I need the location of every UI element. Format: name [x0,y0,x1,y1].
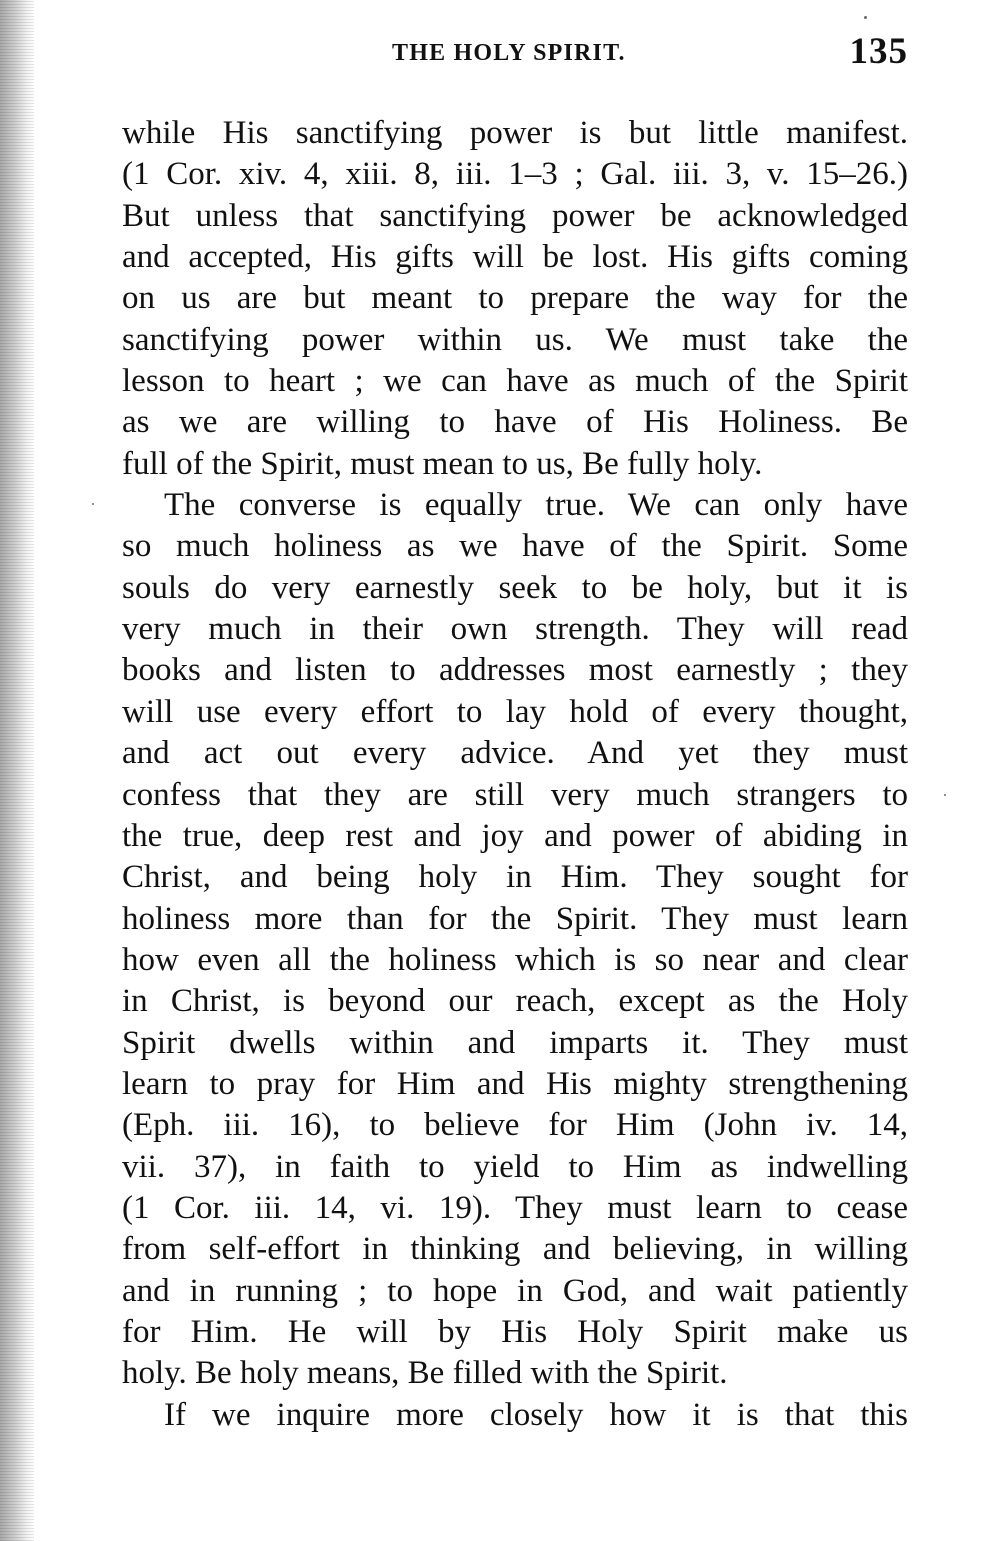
text-line: The converse is equally true. We can only have [164,487,908,524]
text-line: Christ, and being holy in Him. They sought for [122,859,908,896]
text-line: holiness more than for the Spirit. They must learn [122,900,908,937]
text-line: learn to pray for Him and His mighty strengthening [122,1065,908,1102]
text-line: on us are but meant to prepare the way for the [122,280,908,317]
text-line: (Eph. iii. 16), to believe for Him (John iv. 14, [122,1107,908,1144]
text-line: full of the Spirit, must mean to us, Be fully holy. [122,445,763,482]
text-line: and act out every advice. And yet they must [122,735,908,772]
text-line: how even all the holiness which is so near and clear [122,941,908,978]
text-line: the true, deep rest and joy and power of abiding in [122,817,908,854]
page-header [0,30,1000,80]
print-speck [944,794,946,796]
text-line: as we are willing to have of His Holiness. Be [122,404,908,441]
text-line: and in running ; to hope in God, and wait patiently [122,1272,908,1309]
text-line: for Him. He will by His Holy Spirit make us [122,1313,908,1350]
print-speck [864,16,867,19]
text-line: vii. 37), in faith to yield to Him as indwelling [122,1148,908,1185]
text-line: souls do very earnestly seek to be holy, but it is [122,569,908,606]
body-text [122,113,908,1436]
text-line: while His sanctifying power is but little manifest. [122,115,908,151]
text-line: from self-effort in thinking and believing, in willing [122,1231,908,1268]
text-line: Spirit dwells within and imparts it. They must [122,1024,908,1061]
page-number: 135 [849,31,908,72]
text-line: and accepted, His gifts will be lost. His gifts coming [122,239,908,276]
text-line: lesson to heart ; we can have as much of the Spirit [122,363,908,400]
text-line: If we inquire more closely how it is that this [164,1396,908,1433]
text-line: holy. Be holy means, Be filled with the Spirit. [122,1355,728,1392]
text-line: confess that they are still very much strangers to [122,776,908,813]
text-line: very much in their own strength. They will read [122,611,908,648]
running-head: THE HOLY SPIRIT. [392,40,626,66]
text-line: (1 Cor. xiv. 4, xiii. 8, iii. 1–3 ; Gal. iii. 3, v. 15–26.) [122,156,908,193]
text-line: will use every effort to lay hold of every thought, [122,693,908,730]
text-line: so much holiness as we have of the Spirit. Some [122,528,908,565]
text-line: (1 Cor. iii. 14, vi. 19). They must learn to cease [122,1189,908,1226]
text-line: books and listen to addresses most earnestly ; they [122,652,908,689]
text-line: sanctifying power within us. We must take the [122,321,908,358]
text-line: But unless that sanctifying power be acknowledged [122,197,908,234]
text-line: in Christ, is beyond our reach, except as the Holy [122,983,908,1020]
binding-gutter-shadow [0,0,34,1541]
print-speck [92,503,94,505]
